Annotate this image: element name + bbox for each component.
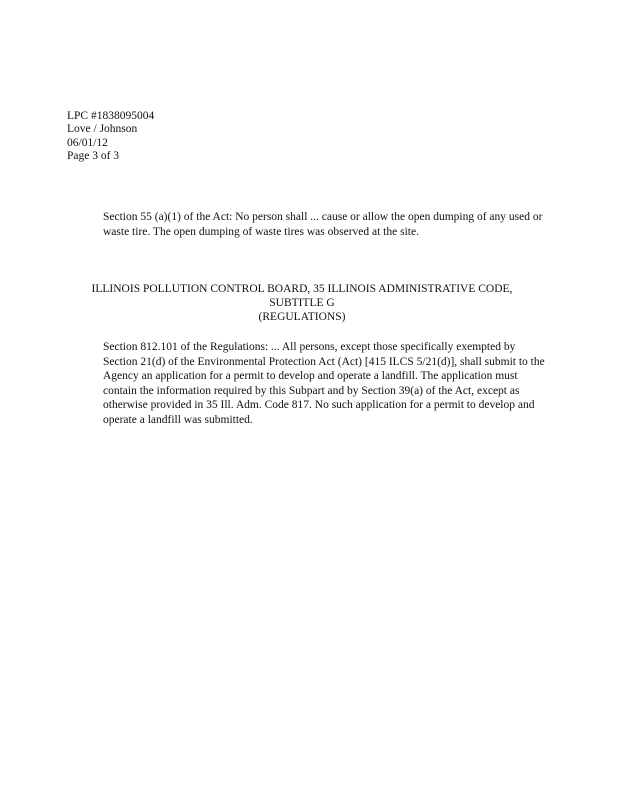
heading-line-1: ILLINOIS POLLUTION CONTROL BOARD, 35 ILLINOIS ADMINISTRATIVE CODE, [91,283,513,295]
page-number: Page 3 of 3 [67,149,120,162]
regulations-heading [50,282,554,324]
section-812-paragraph: Section 812.101 of the Regulations: ... All persons, except those specifically exempted by Section 21(d) of the Environmental Protection Act (Act) [415 ILCS 5/21(d)], shall submit to the Agency an application for a permit to develop and operate a landfill. The application must contain the information required by this Subpart and by Section 39(a) of the Act, except as otherwise provided in 35 Ill. Adm. Code 817. No such application for a permit to develop and operate a landfill was submitted. [103,341,545,426]
inspector-names: Love / Johnson [67,123,138,136]
case-number: LPC #1838095004 [67,110,155,122]
heading-line-2: SUBTITLE G [269,297,335,309]
heading-line-3: (REGULATIONS) [258,311,346,323]
document-header [67,110,154,163]
section-55-paragraph: Section 55 (a)(1) of the Act: No person shall ... cause or allow the open dumping of any used or waste tire. The open dumping of waste tires was observed at the site. [103,211,543,238]
document-date: 06/01/12 [67,136,108,149]
